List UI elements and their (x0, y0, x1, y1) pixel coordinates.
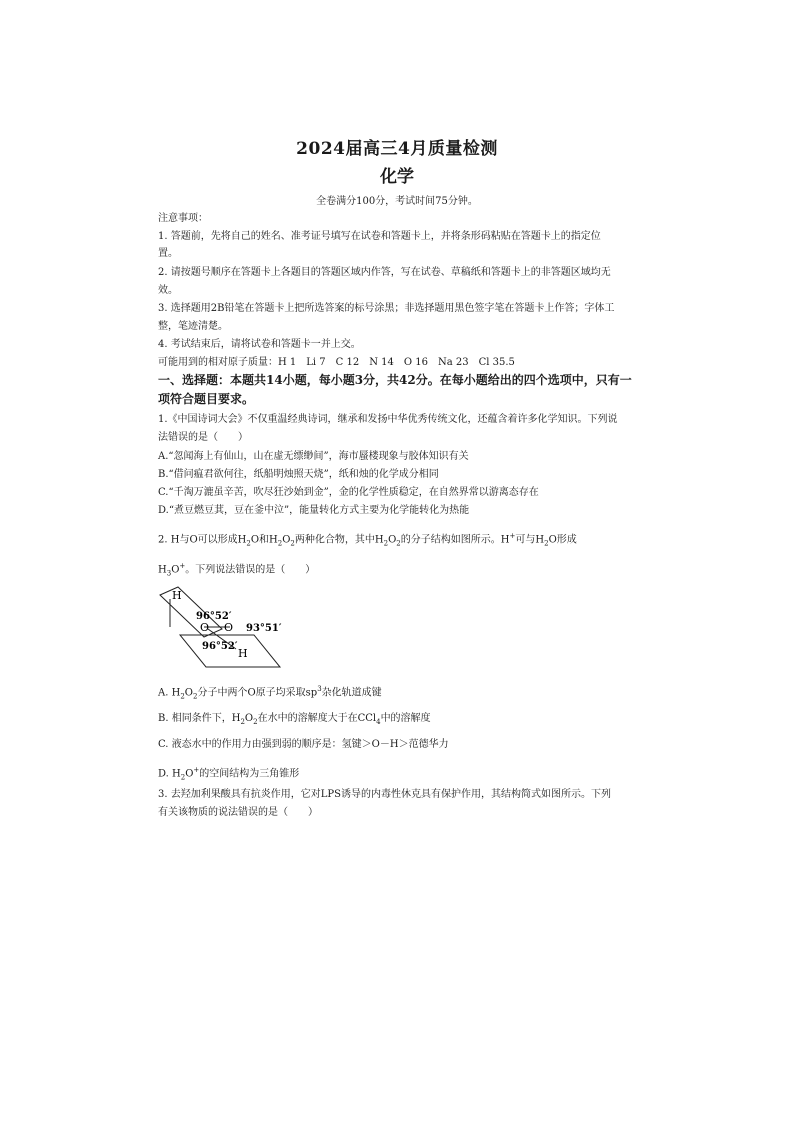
note-2-line-1: 2. 请按题号顺序在答题卡上各题目的答题区域内作答，写在试卷、草稿纸和答题卡上的非答题区域均无 (158, 267, 611, 278)
q1-stem-line-2: 法错误的是（ ） (158, 432, 248, 443)
hydrogen-top-label: H (172, 589, 182, 602)
q3-stem-line-1: 3. 去羟加利果酸具有抗炎作用，它对LPS诱导的内毒性休克具有保护作用，其结构简式如图所示。下列 (158, 789, 611, 800)
note-3-line-1: 3. 选择题用2B铅笔在答题卡上把所选答案的标号涂黑；非选择题用黑色签字笔在答题卡上作答；字体工 (158, 303, 615, 314)
note-3-line-2: 整，笔迹清楚。 (158, 321, 228, 332)
q1-option-d: D.“煮豆燃豆萁，豆在釜中泣”，能量转化方式主要为化学能转化为热能 (158, 505, 470, 516)
q1-option-c: C.“千淘万漉虽辛苦，吹尽狂沙始到金”，金的化学性质稳定，在自然界常以游离态存在 (158, 487, 539, 498)
q1-option-b: B.“借问瘟君欲何往，纸船明烛照天烧”，纸和烛的化学成分相同 (158, 469, 439, 480)
bond-angle-top-label: 96°52′ (196, 611, 232, 622)
notes-heading: 注意事项： (158, 213, 208, 224)
q2-option-c: C. 液态水中的作用力由强到弱的顺序是：氢键＞O－H＞范德华力 (158, 739, 449, 750)
dihedral-angle-label: 93°51′ (246, 623, 282, 634)
q2-option-a: A. $H_2O_2$分子中两个O原子均采取$sp^3$杂化轨道成键 (158, 685, 382, 701)
subject-title: 化学 (380, 167, 414, 187)
q2-option-d: D. $H_2O^+$的空间结构为三角锥形 (158, 766, 300, 782)
oxygen-right-label: O (224, 621, 234, 634)
exam-info: 全卷满分100分，考试时间75分钟。 (316, 196, 478, 207)
q2-stem-line-2: $H_3O^+$。下列说法错误的是（ ） (158, 562, 316, 578)
note-2-line-2: 效。 (158, 285, 178, 296)
q2-stem-line-1: 2. H与O可以形成$H_2O$和$H_2O_2$两种化合物，其中$H_2O_2$的分子结构如图所示。H+可与$H_2O$形成 (158, 532, 577, 548)
hydrogen-bottom-label: H (238, 647, 248, 660)
atomic-masses: 可能用到的相对原子质量：H 1 Li 7 C 12 N 14 O 16 Na 23 Cl 35.5 (158, 357, 515, 368)
q1-stem-line-1: 1.《中国诗词大会》不仅重温经典诗词，继承和发扬中华优秀传统文化，还蕴含着许多化学知识。下列说 (158, 414, 618, 425)
exam-title: 2024届高三4月质量检测 (296, 139, 498, 159)
section-title-line-1: 一、选择题：本题共14小题，每小题3分，共42分。在每小题给出的四个选项中，只有一 (158, 373, 632, 387)
bond-angle-bottom-label: 96°52′ (202, 641, 238, 652)
q3-stem-line-2: 有关该物质的说法错误的是（ ） (158, 807, 318, 818)
note-1-line-1: 1. 答题前，先将自己的姓名、准考证号填写在试卷和答题卡上，并将条形码粘贴在答题卡上的指定位 (158, 231, 601, 242)
note-4: 4. 考试结束后，请将试卷和答题卡一并上交。 (158, 339, 361, 350)
q1-option-a: A.“忽闻海上有仙山，山在虚无缥缈间”，海市蜃楼现象与胶体知识有关 (158, 451, 469, 462)
note-1-line-2: 置。 (158, 248, 178, 259)
h2o2-structure-diagram (158, 585, 282, 669)
q2-option-b: B. 相同条件下，$H_2O_2$在水中的溶解度大于在CCl$_4$中的溶解度 (158, 713, 431, 726)
oxygen-left-label: O (200, 621, 210, 634)
section-title-line-2: 项符合题目要求。 (158, 392, 255, 406)
